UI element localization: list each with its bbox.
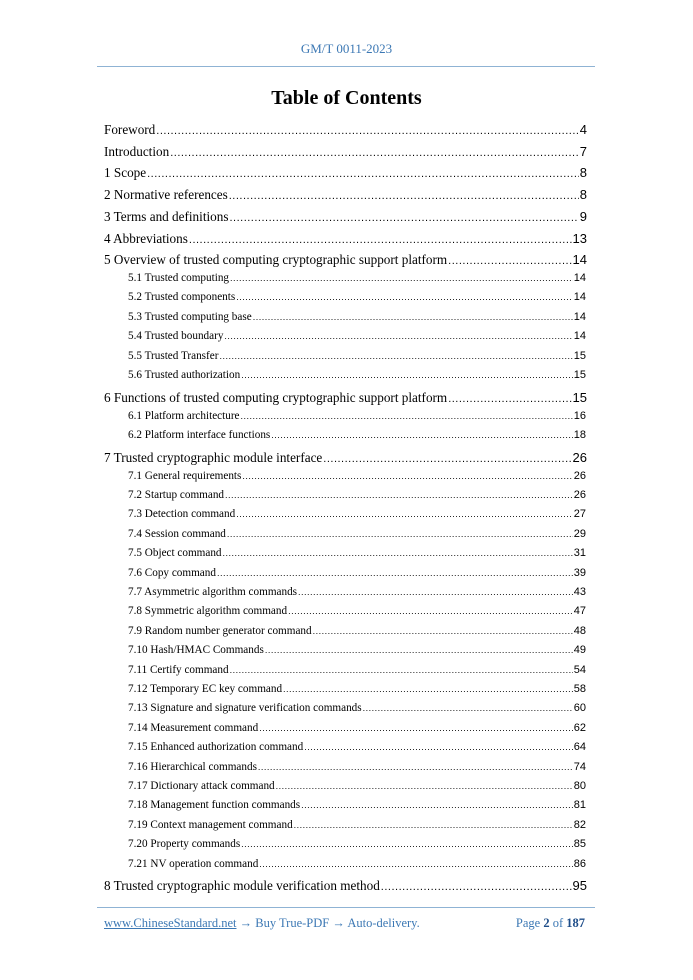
toc-entry-page: 9 (579, 208, 587, 224)
toc-entry[interactable] (104, 144, 587, 160)
toc-entry-label: 7.10 Hash/HMAC Commands (128, 644, 264, 657)
auto-delivery-text: Auto-delivery. (347, 916, 420, 930)
dot-leader (298, 587, 573, 597)
toc-entry[interactable] (128, 761, 586, 773)
toc-entry-label: 7.9 Random number generator command (128, 624, 312, 637)
footer-links (104, 916, 420, 931)
dot-leader (241, 839, 573, 849)
toc-entry[interactable] (128, 625, 586, 637)
toc-entry-label: 6 Functions of trusted computing cryptographic support platform (104, 389, 448, 405)
toc-entry-label: 7.1 General requirements (128, 469, 242, 482)
toc-entry[interactable] (128, 369, 586, 381)
toc-entry[interactable] (128, 547, 586, 559)
toc-entry[interactable] (128, 350, 586, 362)
toc-entry-label: 7.17 Dictionary attack command (128, 780, 275, 792)
dot-leader (241, 411, 573, 421)
toc-entry-page: 62 (573, 721, 586, 734)
toc-entry[interactable] (128, 470, 586, 482)
toc-entry[interactable] (104, 252, 587, 268)
dot-leader (259, 723, 573, 733)
dot-leader (217, 568, 573, 578)
page-word: Page (515, 916, 541, 930)
arrow-icon: → (332, 916, 345, 930)
toc-entry[interactable] (128, 489, 586, 501)
toc-entry-page: 15 (573, 349, 586, 362)
toc-entry-page: 18 (573, 429, 586, 441)
dot-leader (448, 393, 571, 405)
toc-entry[interactable] (128, 741, 586, 753)
toc-entry-page: 74 (573, 760, 586, 773)
toc-entry[interactable] (104, 187, 587, 203)
toc-entry[interactable] (128, 819, 586, 831)
dot-leader (283, 684, 573, 694)
arrow-icon: → (239, 916, 253, 930)
dot-leader (223, 548, 573, 558)
toc-entry[interactable] (128, 838, 586, 850)
toc-entry-label: 4 Abbreviations (104, 230, 188, 246)
toc-entry-label: 7.11 Certify command (128, 663, 229, 676)
toc-entry-label: Foreword (104, 122, 156, 137)
toc-entry-label: 7.4 Session command (128, 527, 226, 540)
footer-rule (97, 907, 595, 908)
dot-leader (236, 292, 573, 302)
toc-entry-page: 58 (573, 683, 586, 695)
toc-entry[interactable] (128, 508, 586, 520)
dot-leader (230, 665, 573, 675)
toc-entry-page: 4 (579, 122, 587, 137)
toc-entry-page: 54 (573, 663, 586, 676)
toc-entry-page: 64 (573, 741, 586, 754)
toc-entry-label: 5.5 Trusted Transfer (128, 349, 219, 362)
toc-entry[interactable] (128, 272, 586, 284)
toc-entry[interactable] (128, 683, 586, 695)
toc-entry-label: 7.5 Object command (128, 547, 222, 560)
dot-leader (381, 881, 572, 893)
toc-entry[interactable] (128, 311, 586, 323)
toc-entry-label: 7.20 Property commands (128, 838, 241, 851)
toc-entry[interactable] (104, 231, 587, 247)
toc-entry[interactable] (104, 450, 587, 466)
toc-entry-label: 3 Terms and definitions (104, 208, 229, 224)
dot-leader (276, 781, 573, 791)
dot-leader (230, 273, 573, 283)
dot-leader (304, 742, 573, 752)
toc-entry[interactable] (128, 410, 586, 422)
toc-entry-label: 7 Trusted cryptographic module interface (104, 449, 323, 465)
toc-entry-label: 7.21 NV operation command (128, 857, 259, 870)
toc-entry-page: 8 (579, 165, 587, 181)
toc-entry-page: 27 (573, 508, 586, 521)
toc-entry-label: 5.3 Trusted computing base (128, 310, 252, 323)
toc-entry-label: 6.2 Platform interface functions (128, 429, 271, 441)
toc-entry-page: 31 (573, 547, 586, 560)
toc-entry-page: 14 (573, 330, 586, 343)
toc-entry-label: 6.1 Platform architecture (128, 409, 240, 422)
toc-entry-label: 5.4 Trusted boundary (128, 330, 224, 343)
toc-entry-page: 14 (572, 252, 587, 268)
page-header (0, 41, 693, 57)
toc-entry-label: 7.2 Startup command (128, 489, 225, 501)
toc-entry[interactable] (128, 429, 586, 441)
toc-entry-page: 95 (572, 878, 587, 894)
toc-entry-page: 15 (573, 369, 586, 381)
dot-leader (253, 312, 573, 322)
toc-entry-label: 5 Overview of trusted computing cryptographic support platform (104, 252, 448, 268)
toc-entry-page: 14 (573, 291, 586, 304)
toc-entry-label: 5.6 Trusted authorization (128, 369, 241, 381)
toc-entry-page: 26 (573, 489, 586, 501)
toc-entry-label: 7.15 Enhanced authorization command (128, 741, 304, 754)
dot-leader (147, 168, 579, 180)
dot-leader (242, 471, 572, 481)
toc-entry-label: 7.12 Temporary EC key command (128, 683, 283, 695)
toc-entry[interactable] (128, 330, 586, 342)
toc-entry-label: 7.19 Context management command (128, 818, 293, 831)
dot-leader (259, 859, 572, 869)
dot-leader (265, 645, 573, 655)
toc-entry-page: 82 (573, 818, 586, 831)
header-rule (97, 66, 595, 67)
toc-entry-label: 5.1 Trusted computing (128, 272, 230, 284)
toc-entry[interactable] (128, 644, 586, 656)
toc-entry-label: 7.16 Hierarchical commands (128, 760, 257, 773)
toc-entry[interactable] (128, 858, 586, 870)
toc-entry-label: 7.6 Copy command (128, 566, 216, 579)
toc-entry-label: 8 Trusted cryptographic module verification method (104, 878, 380, 894)
toc-entry-label: Introduction (104, 143, 170, 159)
toc-entry-page: 15 (572, 389, 587, 405)
toc-entry-page: 8 (579, 187, 587, 203)
toc-entry[interactable] (128, 799, 586, 811)
dot-leader (170, 147, 579, 159)
dot-leader (288, 606, 573, 616)
toc-entry-label: 7.3 Detection command (128, 508, 236, 521)
toc-entry[interactable] (104, 165, 587, 181)
dot-leader (189, 234, 572, 246)
toc-entry-label: 7.8 Symmetric algorithm command (128, 605, 288, 618)
dot-leader (156, 125, 578, 137)
toc-entry[interactable] (104, 390, 587, 406)
toc-entry-page: 14 (573, 310, 586, 323)
total-pages: 187 (566, 916, 585, 930)
toc-entry[interactable] (128, 528, 586, 540)
dot-leader (219, 351, 572, 361)
of-word: of (552, 916, 564, 930)
toc-entry-page: 39 (573, 566, 586, 579)
dot-leader (448, 255, 571, 267)
toc-entry-page: 14 (573, 272, 586, 284)
toc-entry[interactable] (128, 291, 586, 303)
toc-entry-page: 81 (573, 799, 586, 812)
toc-entry-label: 7.13 Signature and signature verification commands (128, 702, 362, 715)
toc-entry[interactable] (128, 605, 586, 617)
toc-entry[interactable] (128, 567, 586, 579)
toc-entry[interactable] (128, 586, 586, 598)
toc-entry-page: 13 (572, 230, 587, 246)
toc-entry-page: 80 (573, 780, 586, 792)
current-page: 2 (543, 916, 550, 930)
toc-entry-label: 7.7 Asymmetric algorithm commands (128, 586, 298, 598)
standard-number: GM/T 0011-2023 (300, 41, 393, 56)
toc-entry-page: 47 (573, 605, 586, 618)
dot-leader (323, 453, 571, 465)
toc-entry-page: 16 (573, 409, 586, 422)
dot-leader (229, 212, 578, 224)
toc-entry-page: 48 (573, 624, 586, 637)
toc-entry[interactable] (104, 878, 587, 894)
dot-leader (229, 190, 579, 202)
toc-entry-page: 29 (573, 527, 586, 540)
toc-entry[interactable] (104, 122, 587, 138)
dot-leader (294, 820, 573, 830)
toc-entry-page: 26 (572, 449, 587, 465)
toc-entry-page: 7 (579, 143, 587, 159)
toc-entry-page: 60 (573, 702, 586, 715)
toc-entry-page: 49 (573, 644, 586, 657)
toc-entry-label: 5.2 Trusted components (128, 291, 236, 304)
dot-leader (224, 331, 572, 341)
dot-leader (227, 529, 573, 539)
toc-entry[interactable] (128, 702, 586, 714)
page-title: Table of Contents (271, 87, 422, 109)
toc-entry-label: 7.14 Measurement command (128, 721, 259, 734)
page-number (516, 916, 585, 931)
dot-leader (241, 370, 573, 380)
dot-leader (236, 509, 573, 519)
toc-entry-label: 7.18 Management function commands (128, 799, 301, 812)
dot-leader (258, 762, 573, 772)
dot-leader (271, 430, 572, 440)
toc-entry[interactable] (128, 664, 586, 676)
buy-pdf-link[interactable]: Buy True-PDF (255, 916, 330, 930)
toc-entry-label: 1 Scope (104, 165, 147, 181)
dot-leader (313, 626, 573, 636)
toc-entry-page: 43 (573, 586, 586, 598)
dot-leader (225, 490, 573, 500)
toc-entry[interactable] (104, 209, 587, 225)
toc-entry-label: 2 Normative references (104, 187, 228, 203)
dot-leader (363, 703, 573, 713)
toc-entry[interactable] (128, 780, 586, 792)
website-link[interactable]: www.ChineseStandard.net (104, 916, 237, 930)
toc-entry-page: 85 (573, 838, 586, 851)
toc-entry[interactable] (128, 722, 586, 734)
toc-entry-page: 26 (573, 469, 586, 482)
toc-entry-page: 86 (573, 857, 586, 870)
dot-leader (301, 800, 573, 810)
